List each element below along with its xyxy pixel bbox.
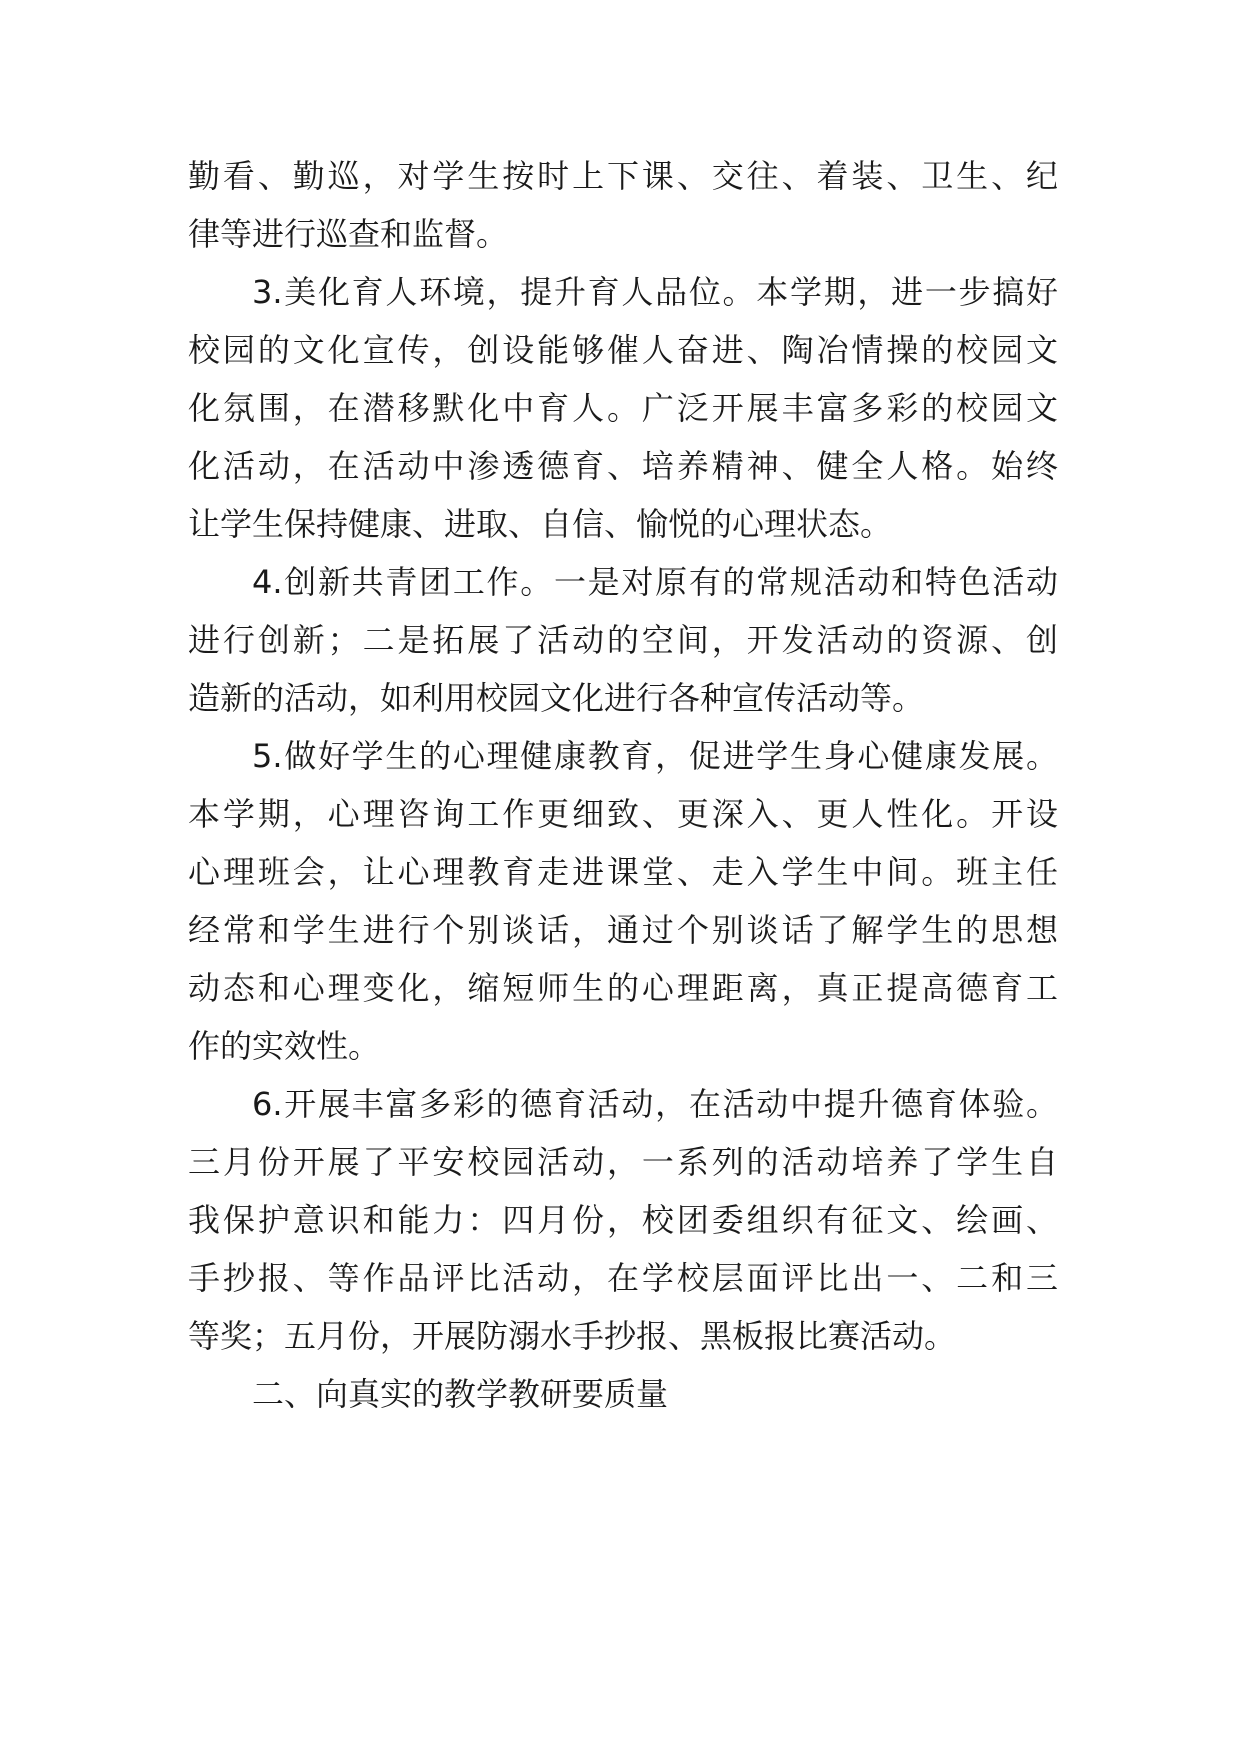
text-line: 让学生保持健康、进取、自信、愉悦的心理状态。 <box>188 505 893 543</box>
paragraph-start-line: 3.美化育人环境，提升育人品位。本学期，进一步搞好 <box>252 273 1058 311</box>
paragraph-start-line: 4.创新共青团工作。一是对原有的常规活动和特色活动 <box>252 563 1058 601</box>
text-line: 经常和学生进行个别谈话，通过个别谈话了解学生的思想 <box>188 911 1058 949</box>
text-line: 我保护意识和能力：四月份，校团委组织有征文、绘画、 <box>188 1201 1058 1239</box>
text-line: 等奖；五月份，开展防溺水手抄报、黑板报比赛活动。 <box>188 1317 957 1355</box>
text-line: 造新的活动，如利用校园文化进行各种宣传活动等。 <box>188 679 925 717</box>
text-line: 心理班会，让心理教育走进课堂、走入学生中间。班主任 <box>188 853 1058 891</box>
text-line: 勤看、勤巡，对学生按时上下课、交往、着装、卫生、纪 <box>188 157 1058 195</box>
text-line: 化活动，在活动中渗透德育、培养精神、健全人格。始终 <box>188 447 1058 485</box>
text-line: 本学期，心理咨询工作更细致、更深入、更人性化。开设 <box>188 795 1058 833</box>
paragraph-start-line: 6.开展丰富多彩的德育活动，在活动中提升德育体验。 <box>252 1085 1058 1123</box>
text-line: 手抄报、等作品评比活动，在学校层面评比出一、二和三 <box>188 1259 1058 1297</box>
text-line: 化氛围，在潜移默化中育人。广泛开展丰富多彩的校园文 <box>188 389 1058 427</box>
text-line: 三月份开展了平安校园活动，一系列的活动培养了学生自 <box>188 1143 1058 1181</box>
section-heading: 二、向真实的教学教研要质量 <box>252 1375 669 1413</box>
text-line: 进行创新；二是拓展了活动的空间，开发活动的资源、创 <box>188 621 1058 659</box>
text-line: 律等进行巡查和监督。 <box>188 215 509 253</box>
text-line: 校园的文化宣传，创设能够催人奋进、陶冶情操的校园文 <box>188 331 1058 369</box>
text-line: 作的实效性。 <box>188 1027 381 1065</box>
text-line: 动态和心理变化，缩短师生的心理距离，真正提高德育工 <box>188 969 1058 1007</box>
paragraph-start-line: 5.做好学生的心理健康教育，促进学生身心健康发展。 <box>252 737 1058 775</box>
